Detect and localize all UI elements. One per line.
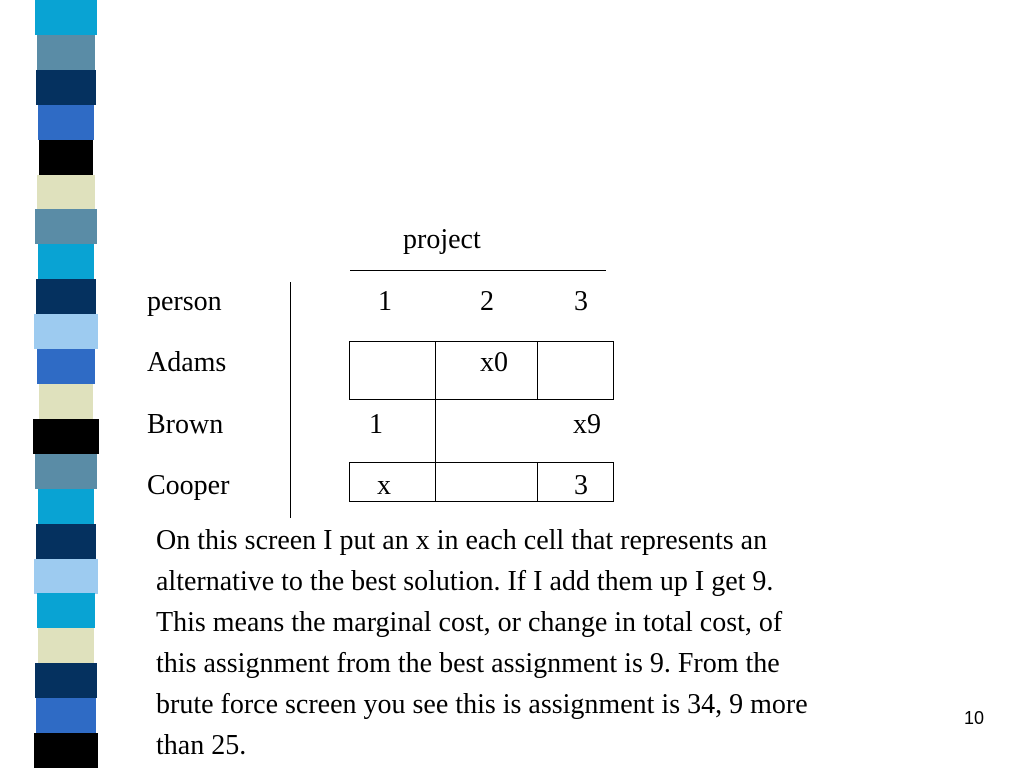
paragraph-line: this assignment from the best assignment is 9. From the <box>156 648 780 679</box>
cell-cooper-3: 3 <box>574 470 588 501</box>
cell-brown-3: x9 <box>573 409 601 440</box>
stripe-band <box>34 559 98 594</box>
stripe-band <box>38 489 94 524</box>
stripe-band <box>34 733 98 768</box>
column-label-3: 3 <box>574 286 588 317</box>
column-label-1: 1 <box>378 286 392 317</box>
stripe-band <box>36 279 96 314</box>
column-header-project: project <box>403 224 481 255</box>
paragraph-line: brute force screen you see this is assignment is 34, 9 more <box>156 689 808 720</box>
stripe-band <box>37 349 95 384</box>
grid-divider <box>435 341 436 400</box>
grid-divider <box>435 400 436 462</box>
row-name-cooper: Cooper <box>147 470 230 501</box>
stripe-band <box>35 209 97 244</box>
cell-brown-1: 1 <box>369 409 383 440</box>
stripe-band <box>36 70 96 105</box>
paragraph-line: than 25. <box>156 730 247 761</box>
row-name-adams: Adams <box>147 347 227 378</box>
stripe-band <box>36 524 96 559</box>
grid-divider <box>435 462 436 502</box>
row-header-person: person <box>147 286 222 317</box>
grid-divider <box>537 462 538 502</box>
slide-number: 10 <box>964 708 985 728</box>
paragraph-line: alternative to the best solution. If I add them up I get 9. <box>156 566 774 597</box>
paragraph-line: This means the marginal cost, or change in total cost, of <box>156 607 783 638</box>
stripe-band <box>37 175 95 210</box>
header-underline <box>350 270 606 271</box>
stripe-band <box>38 244 94 279</box>
stripe-band <box>38 105 94 140</box>
stripe-band <box>39 384 93 419</box>
stripe-band <box>34 314 98 349</box>
stripe-band <box>36 698 96 733</box>
stripe-band <box>37 593 95 628</box>
decorative-stripe <box>32 0 100 768</box>
explanation-paragraph <box>156 520 956 766</box>
column-label-2: 2 <box>480 286 494 317</box>
cell-adams-2: x0 <box>480 347 508 378</box>
stripe-band <box>35 0 97 35</box>
row-divider-line <box>290 282 291 518</box>
row-name-brown: Brown <box>147 409 224 440</box>
stripe-band <box>39 140 93 175</box>
paragraph-line: On this screen I put an x in each cell that represents an <box>156 525 768 556</box>
stripe-band <box>33 419 99 454</box>
stripe-band <box>35 454 97 489</box>
stripe-band <box>35 663 97 698</box>
stripe-band <box>37 35 95 70</box>
grid-divider <box>537 341 538 400</box>
cell-cooper-1: x <box>377 470 391 501</box>
stripe-band <box>38 628 94 663</box>
